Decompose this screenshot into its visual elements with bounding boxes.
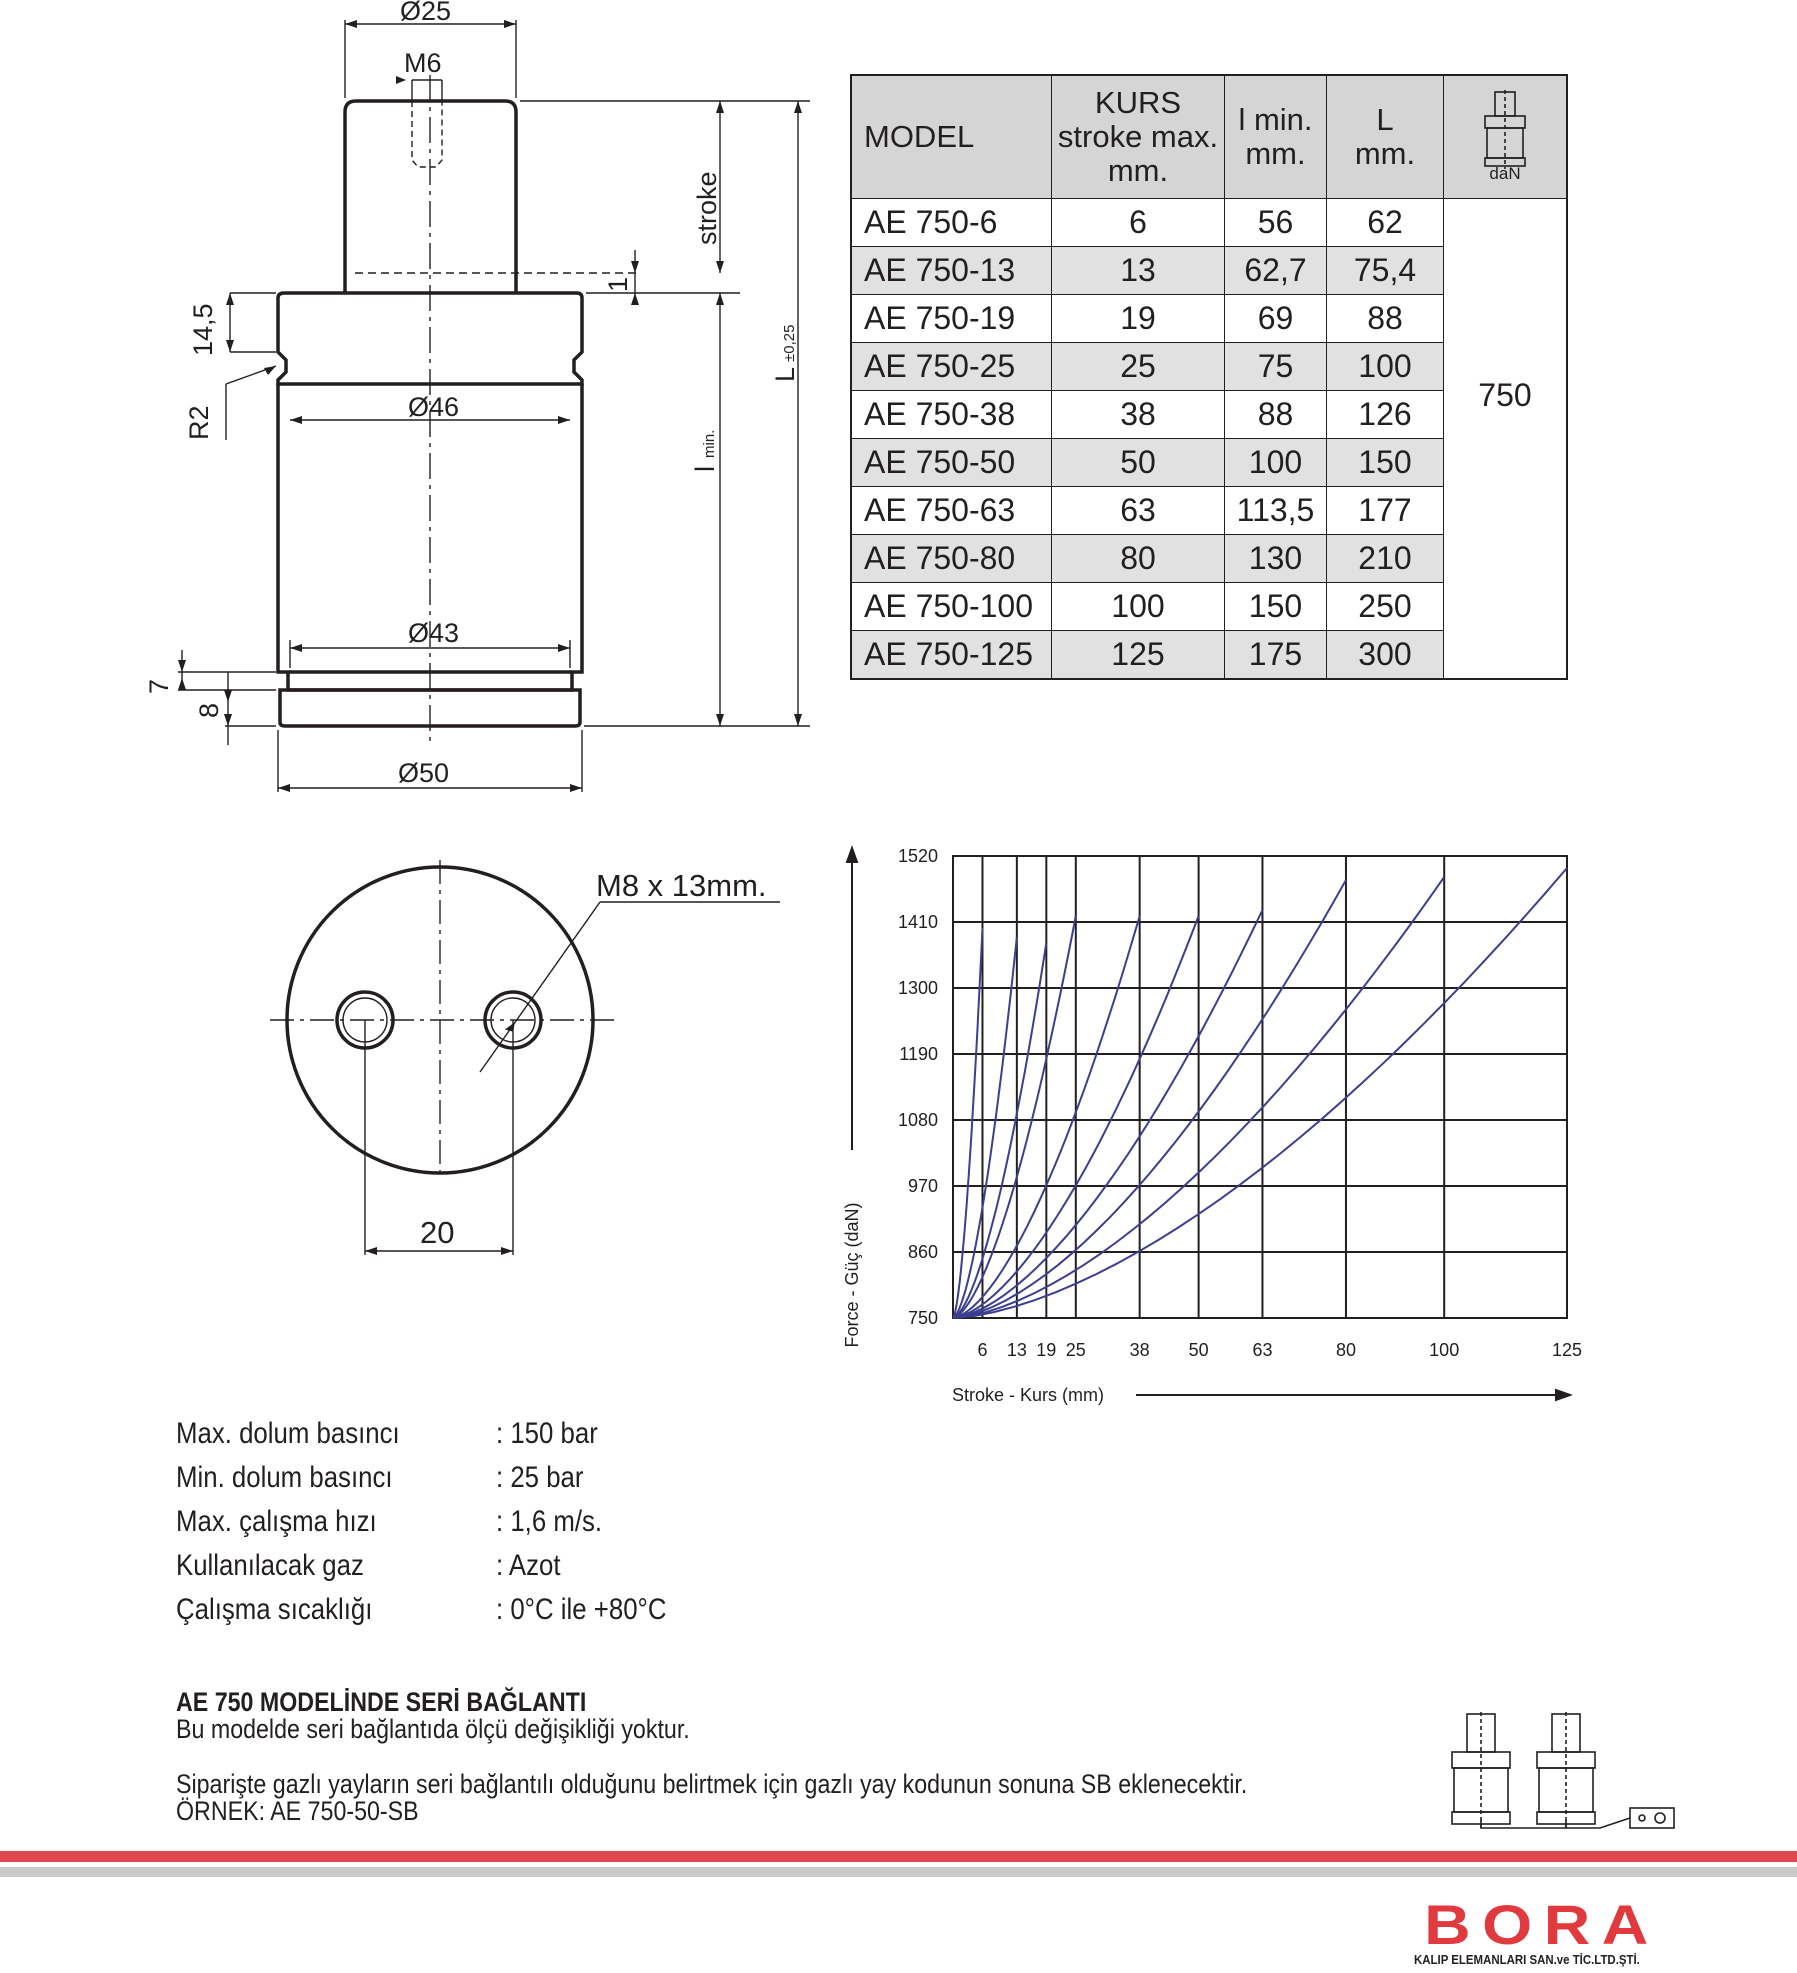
- chart-xtick-label: 100: [1429, 1340, 1460, 1360]
- cell-stroke: 25: [1052, 343, 1225, 391]
- serial-line3: ÖRNEK: AE 750-50-SB: [176, 1796, 419, 1826]
- chart-ytick-label: 860: [907, 1242, 938, 1262]
- chart-ytick-label: 1520: [897, 846, 938, 866]
- header-lmin: l min. mm.: [1225, 75, 1327, 199]
- thread-label: M8 x 13mm.: [596, 868, 767, 903]
- dim-14-5: 14,5: [188, 303, 218, 356]
- cell-stroke: 6: [1052, 199, 1225, 247]
- footer-red-bar: [0, 1851, 1797, 1862]
- chart-series-line: [953, 910, 1263, 1318]
- chart-xtick-label: 63: [1252, 1340, 1273, 1360]
- cell-force: 750: [1444, 199, 1568, 680]
- cell-lmin: 175: [1225, 631, 1327, 680]
- chart-xtick-label: 13: [1006, 1340, 1027, 1360]
- spec-label: Min. dolum basıncı: [176, 1461, 393, 1494]
- top-view-drawing: [260, 860, 820, 1280]
- spacing-label: 20: [420, 1215, 455, 1250]
- chart-ytick-label: 1190: [899, 1044, 938, 1064]
- cell-model: AE 750-50: [851, 439, 1052, 487]
- cell-stroke: 13: [1052, 247, 1225, 295]
- dim-1: 1: [603, 276, 633, 292]
- brand-company: KALIP ELEMANLARI SAN.ve TİC.LTD.ŞTİ.: [1413, 1952, 1640, 1967]
- cell-lmin: 150: [1225, 583, 1327, 631]
- spring-left-icon: [1452, 1712, 1510, 1828]
- spec-value: : Azot: [496, 1549, 561, 1582]
- svg-text:daN: daN: [1489, 163, 1521, 179]
- cell-L: 75,4: [1327, 247, 1444, 295]
- spec-value: : 150 bar: [496, 1417, 598, 1450]
- chart-series-line: [953, 868, 1567, 1318]
- cell-stroke: 100: [1052, 583, 1225, 631]
- cell-L: 126: [1327, 391, 1444, 439]
- dim-7: 7: [144, 678, 174, 694]
- cell-L: 88: [1327, 295, 1444, 343]
- serial-line2: Siparişte gazlı yayların seri bağlantılı olduğunu belirtmek için gazlı yay kodunun sonuna SB eklenecektir.: [176, 1769, 1248, 1799]
- cell-model: AE 750-100: [851, 583, 1052, 631]
- dim-d50: Ø50: [398, 758, 450, 788]
- cell-stroke: 80: [1052, 535, 1225, 583]
- gas-spring-icon: [1475, 89, 1535, 179]
- serial-connection-icon: [1430, 1710, 1680, 1835]
- cell-L: 177: [1327, 487, 1444, 535]
- chart-xlabel: Stroke - Kurs (mm): [952, 1385, 1105, 1405]
- cell-model: AE 750-13: [851, 247, 1052, 295]
- cell-lmin: 69: [1225, 295, 1327, 343]
- cell-model: AE 750-80: [851, 535, 1052, 583]
- chart-xtick-label: 19: [1036, 1340, 1057, 1360]
- cell-stroke: 38: [1052, 391, 1225, 439]
- spec-value: : 0°C ile +80°C: [496, 1593, 667, 1626]
- dim-lmin-sub: min.: [701, 429, 718, 458]
- dim-L: L: [770, 366, 800, 382]
- cell-L: 150: [1327, 439, 1444, 487]
- dim-d46: Ø46: [408, 392, 460, 422]
- chart-xtick-label: 125: [1551, 1340, 1583, 1360]
- chart-xtick-label: 50: [1188, 1340, 1209, 1360]
- dim-m6: M6: [404, 48, 442, 78]
- cell-L: 100: [1327, 343, 1444, 391]
- cell-model: AE 750-38: [851, 391, 1052, 439]
- header-model: MODEL: [851, 75, 1052, 199]
- cell-model: AE 750-25: [851, 343, 1052, 391]
- chart-xtick-label: 38: [1129, 1340, 1150, 1360]
- cell-model: AE 750-63: [851, 487, 1052, 535]
- spec-label: Kullanılacak gaz: [176, 1549, 364, 1582]
- cell-model: AE 750-125: [851, 631, 1052, 680]
- cell-model: AE 750-6: [851, 199, 1052, 247]
- side-view-drawing: [0, 0, 840, 820]
- header-L: L mm.: [1327, 75, 1444, 199]
- cell-L: 62: [1327, 199, 1444, 247]
- spec-label: Max. çalışma hızı: [176, 1505, 377, 1538]
- spec-value: : 1,6 m/s.: [496, 1505, 603, 1538]
- valve-block-icon: [1630, 1808, 1674, 1828]
- chart-ytick-label: 750: [907, 1308, 938, 1328]
- cell-stroke: 63: [1052, 487, 1225, 535]
- dim-8: 8: [194, 702, 224, 718]
- cell-stroke: 50: [1052, 439, 1225, 487]
- cell-lmin: 62,7: [1225, 247, 1327, 295]
- cell-L: 250: [1327, 583, 1444, 631]
- table-row: [851, 199, 1567, 247]
- serial-section: [176, 1687, 1426, 1827]
- cell-stroke: 125: [1052, 631, 1225, 680]
- chart-series-line: [953, 928, 983, 1318]
- brand-logo: [1402, 1893, 1682, 1967]
- chart-xtick-label: 25: [1065, 1340, 1086, 1360]
- spec-label: Çalışma sıcaklığı: [176, 1593, 373, 1626]
- spec-label: Max. dolum basıncı: [176, 1417, 400, 1450]
- chart-ytick-label: 1410: [897, 912, 938, 932]
- dim-lmin: l: [690, 466, 720, 472]
- chart-series-line: [953, 916, 1076, 1318]
- chart-ytick-label: 970: [907, 1176, 938, 1196]
- cell-lmin: 75: [1225, 343, 1327, 391]
- dim-d43: Ø43: [408, 618, 460, 648]
- cell-L: 210: [1327, 535, 1444, 583]
- footer-grey-bar: [0, 1867, 1797, 1877]
- table-header-row: [851, 75, 1567, 199]
- spec-table: [850, 74, 1568, 680]
- dim-L-tol: ±0,25: [781, 324, 798, 362]
- chart-ylabel: Force - Güç (daN): [842, 1202, 862, 1348]
- brand-logo-text: BORA: [1424, 1893, 1660, 1956]
- dim-d25: Ø25: [400, 0, 452, 26]
- cell-lmin: 56: [1225, 199, 1327, 247]
- chart-ytick-label: 1300: [897, 978, 938, 998]
- cell-lmin: 130: [1225, 535, 1327, 583]
- cell-lmin: 88: [1225, 391, 1327, 439]
- cell-lmin: 100: [1225, 439, 1327, 487]
- force-stroke-chart: [830, 840, 1610, 1420]
- serial-title: AE 750 MODELİNDE SERİ BAĞLANTI: [176, 1687, 587, 1717]
- cell-model: AE 750-19: [851, 295, 1052, 343]
- header-force: [1444, 75, 1568, 199]
- cell-lmin: 113,5: [1225, 487, 1327, 535]
- spring-right-icon: [1537, 1712, 1595, 1828]
- chart-ytick-label: 1080: [897, 1110, 938, 1130]
- cell-L: 300: [1327, 631, 1444, 680]
- chart-xtick-label: 6: [977, 1340, 988, 1360]
- dim-stroke: stroke: [692, 171, 722, 245]
- chart-series-line: [953, 943, 1046, 1318]
- header-kurs: KURS stroke max. mm.: [1052, 75, 1225, 199]
- chart-plot-area: [953, 856, 1567, 1318]
- serial-line1: Bu modelde seri bağlantıda ölçü değişikliği yoktur.: [176, 1714, 690, 1744]
- cell-stroke: 19: [1052, 295, 1225, 343]
- chart-xtick-label: 80: [1335, 1340, 1356, 1360]
- dim-r2: R2: [184, 405, 214, 440]
- spec-value: : 25 bar: [496, 1461, 584, 1494]
